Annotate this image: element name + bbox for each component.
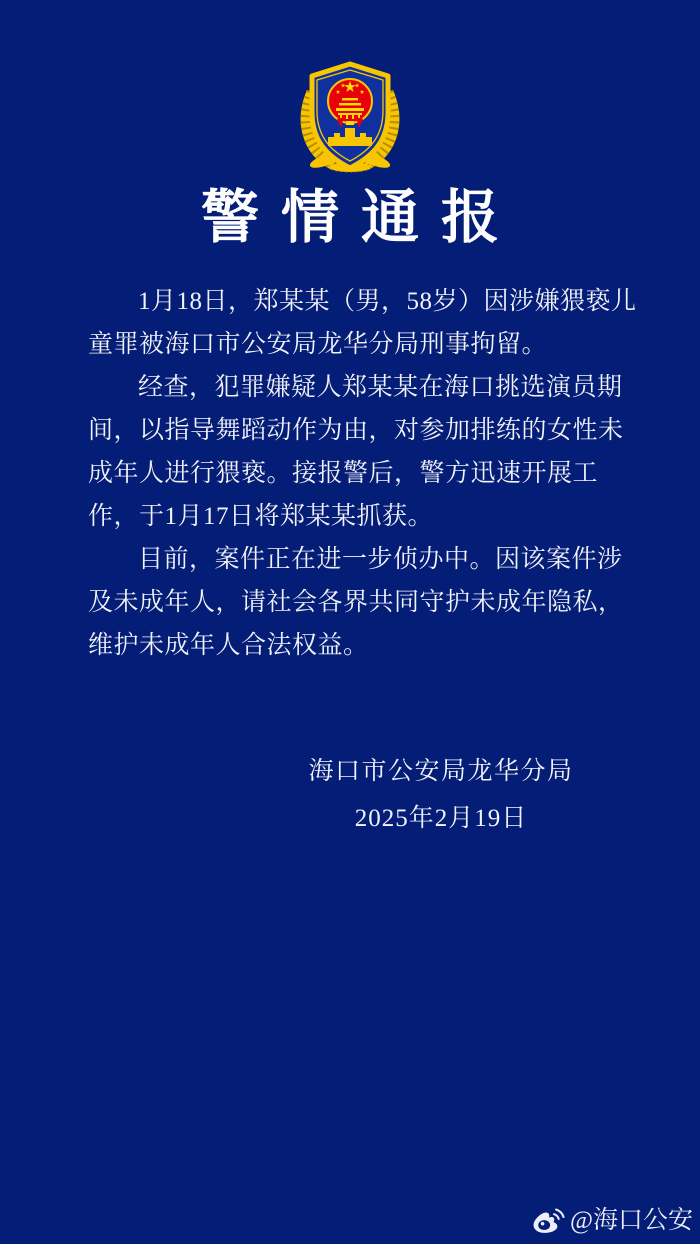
issuing-agency: 海口市公安局龙华分局 — [308, 758, 574, 785]
notice-title: 警情通报 — [200, 185, 521, 250]
notice-line: 1月18日，郑某某（男，58岁）因涉嫌猥亵儿 — [138, 288, 637, 315]
notice-line: 童罪被海口市公安局龙华分局刑事拘留。 — [88, 331, 548, 358]
weibo-handle: @海口公安 — [569, 1207, 693, 1234]
weibo-watermark — [531, 1206, 693, 1236]
notice-body — [88, 280, 637, 667]
police-badge-icon — [298, 58, 402, 174]
notice-line: 及未成年人，请社会各界共同守护未成年隐私， — [88, 589, 624, 616]
notice-line: 作，于1月17日将郑某某抓获。 — [88, 503, 434, 530]
weibo-icon — [531, 1206, 565, 1236]
signature-block — [182, 750, 700, 840]
issue-date: 2025年2月19日 — [354, 805, 528, 832]
notice-line: 间，以指导舞蹈动作为由，对参加排练的女性未 — [88, 417, 624, 444]
notice-line: 目前，案件正在进一步侦办中。因该案件涉 — [138, 546, 623, 573]
notice-line: 成年人进行猥亵。接报警后，警方迅速开展工 — [88, 460, 599, 487]
notice-line: 维护未成年人合法权益。 — [88, 632, 369, 659]
notice-line: 经查，犯罪嫌疑人郑某某在海口挑选演员期 — [138, 374, 623, 401]
